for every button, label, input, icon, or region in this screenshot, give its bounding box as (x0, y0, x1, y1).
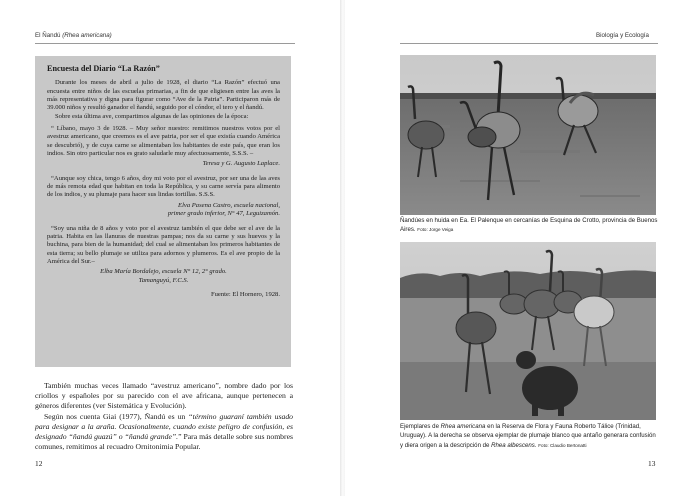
page-number-right: 13 (648, 459, 656, 468)
box-title: Encuesta del Diario “La Razón” (47, 64, 160, 73)
photo-rheas-fleeing (400, 55, 656, 215)
quote-1-signature: Teresa y G. Augusto Laplace. (202, 160, 280, 168)
credit-top: Foto: Jorge Veiga (417, 227, 454, 233)
quote-2-signature: Elva Pasena Castro, escuela nacional, primer grado inferior, N° 47, Leguizamón. (167, 201, 280, 218)
left-running-head: El Ñandú (Rhea americana) (35, 32, 112, 39)
box-transition: Sobre esta última ave, compartimos algunas de las opiniones de la época: (55, 112, 249, 120)
caption-bottom: Ejemplares de Rhea americana en la Reserva de Flora y Fauna Roberto Tálice (Trinidad, Uruguay). A la derecha se observa ejemplar de plumaje blanco que antaño generara confusión y diera origen a la descripción de Rhea albescens. Foto: Claudio Bertonatti (400, 423, 656, 449)
body-paragraph-2: Según nos cuenta Giai (1977), Ñandú es un “término guaraní también usado para designar a la araña. Ocasionalmente, cuando existe peligro de confusión, es designado “ñandú guazú” o “ñandú grande”.” Para más detalle sobre sus nombres comunes, remitimos al recuadro Ornitonimia Popular. (35, 411, 294, 452)
left-header-rule (35, 43, 295, 44)
quote-2: “Aunque soy chica, tengo 6 años, doy mi voto por el avestruz, por ser una de las aves de más remota edad que habitan en toda la República, y su carne servía para alimento de los indios, y su plumaje para hacer sus lindas tortillas. S.S.S. (47, 174, 280, 199)
quote-3: “Soy una niña de 8 años y voto por el avestruz también el que debe ser el ave de la patria. Habita en las llanuras de nuestras pampas; nos da su carne y sus huevos y la buchina, para bien de la humanidad; del cual se alimentaban los primeros habitantes de esta tierra; su bello plumaje se utiliza para adornos y plumeros. Es el ave propio de la América del Sur.– (47, 224, 280, 265)
body-text (35, 381, 293, 452)
caption-top: Ñandúes en huida en Ea. El Palenque en cercanías de Esquina de Crotto, provincia de Buenos Aires. Foto: Jorge Veiga (400, 217, 658, 234)
page-number-left: 12 (35, 459, 43, 468)
body-paragraph-1: También muchas veces llamado “avestruz americano”, nombre dado por los criollos y españoles por su parecido con el ave africana, aunque pertenecen a géneros diferentes (ver Sistemática y Evolución). (35, 381, 293, 411)
box-intro: Durante los meses de abril a julio de 1928, el diario “La Razón” efectuó una encuesta entre niños de las escuelas primarias, a fin de que eligiesen entre las aves la más representativa y digna para figurar como “Ave de la Patria”. Participaron más de 39.000 niños y resultó ganador el ñandú, seguido por el cóndor, el tero y el ñandú. (47, 79, 280, 112)
right-header-rule (400, 43, 658, 44)
sidebar-box (35, 56, 291, 367)
box-source: Fuente: El Hornero, 1928. (210, 290, 280, 298)
left-page (0, 0, 342, 496)
quote-3-signature: Elba María Bordalejo, escuela N° 12, 2° grado. Tamanguyú, F.C.S. (100, 268, 227, 284)
right-running-head: Biología y Ecología (596, 32, 649, 39)
credit-bottom: Foto: Claudio Bertonatti (538, 442, 587, 448)
photo-rheas-reserve (400, 242, 656, 420)
quote-1: “ Líbano, mayo 3 de 1928. – Muy señor nuestro: remitimos nuestros votos por el avestruz americano, que creemos es el ave patria, por ser el que existía cuando América se descubrió), y de cuya carne se alimentaban los habitantes de este país, que eran los indios. Sin otro particular nos es grato saludarle muy afectuosamente, S.S.S. – (47, 125, 280, 158)
